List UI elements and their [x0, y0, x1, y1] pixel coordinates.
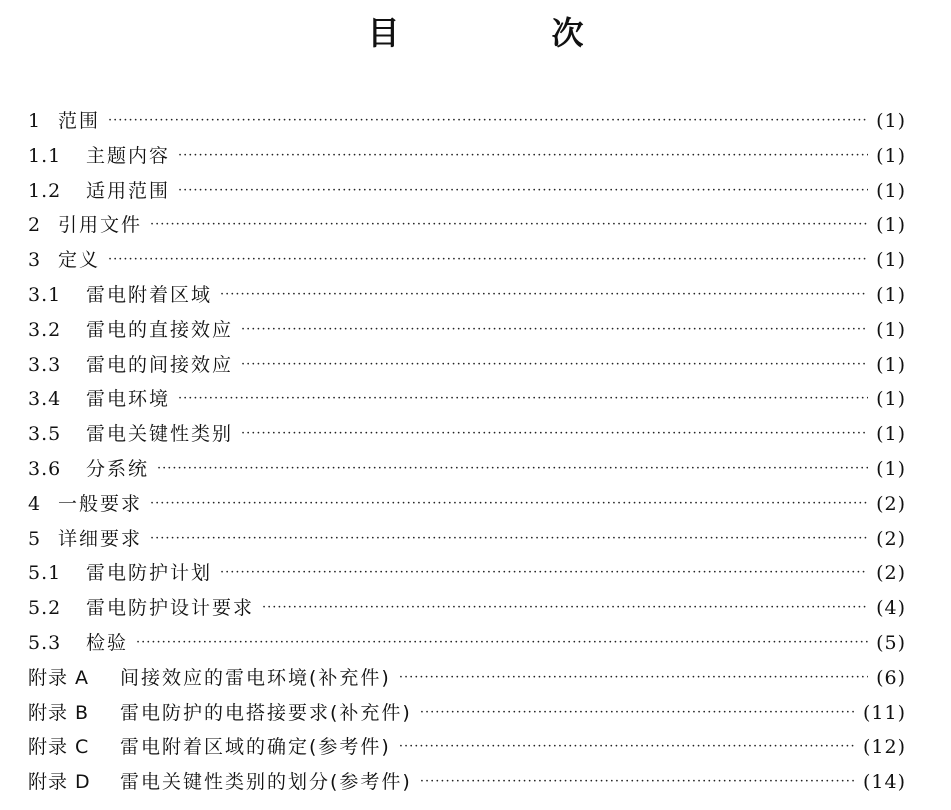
toc-title: 目 次 — [367, 14, 644, 52]
entry-number: 3.6 — [28, 457, 62, 480]
entry-number: 附录 B — [28, 701, 90, 724]
entry-label: 雷电的直接效应 — [86, 318, 234, 341]
dot-leader — [241, 313, 868, 348]
dot-leader — [220, 556, 868, 591]
entry-page: (1) — [876, 388, 906, 411]
entry-label: 详细要求 — [58, 527, 143, 550]
table-of-contents — [28, 104, 906, 800]
entry-label: 雷电防护计划 — [86, 562, 213, 585]
toc-entry[interactable] — [28, 522, 906, 557]
dot-leader — [420, 765, 855, 800]
dot-leader — [241, 417, 868, 452]
entry-number: 4 — [28, 492, 42, 515]
toc-entry[interactable] — [28, 174, 906, 209]
dot-leader — [262, 591, 868, 626]
dot-leader — [150, 487, 868, 522]
entry-label: 雷电的间接效应 — [86, 353, 234, 376]
entry-label: 主题内容 — [86, 144, 171, 167]
entry-label: 范围 — [58, 110, 101, 132]
entry-page: (2) — [876, 562, 906, 585]
dot-leader — [108, 104, 868, 139]
entry-label: 一般要求 — [58, 492, 143, 515]
dot-leader — [108, 243, 868, 278]
toc-entry[interactable] — [28, 278, 906, 313]
entry-label: 分系统 — [86, 457, 150, 480]
entry-page: (1) — [876, 179, 906, 202]
entry-label: 检验 — [86, 631, 129, 654]
dot-leader — [157, 452, 868, 487]
toc-entry[interactable] — [28, 348, 906, 383]
dot-leader — [178, 382, 868, 417]
entry-number: 附录 A — [28, 666, 90, 689]
toc-entry[interactable] — [28, 765, 906, 800]
entry-number: 1.1 — [28, 144, 62, 167]
entry-label: 雷电防护的电搭接要求(补充件) — [120, 701, 412, 724]
dot-leader — [150, 208, 868, 243]
entry-number: 3.2 — [28, 318, 62, 341]
toc-entry[interactable] — [28, 208, 906, 243]
dot-leader — [136, 626, 868, 661]
toc-entry[interactable] — [28, 382, 906, 417]
entry-number: 5 — [28, 527, 42, 550]
entry-page: (1) — [876, 249, 906, 272]
entry-number: 3 — [28, 249, 42, 272]
toc-entry[interactable] — [28, 104, 906, 139]
entry-label: 雷电关键性类别 — [86, 423, 234, 446]
toc-entry[interactable] — [28, 591, 906, 626]
entry-label: 适用范围 — [86, 179, 171, 202]
entry-page: (2) — [876, 527, 906, 550]
entry-number: 5.2 — [28, 597, 62, 620]
dot-leader — [178, 174, 868, 209]
entry-label: 雷电附着区域的确定(参考件) — [120, 736, 391, 759]
entry-number: 3.4 — [28, 388, 62, 411]
entry-number: 1.2 — [28, 179, 62, 202]
entry-label: 定义 — [58, 249, 101, 272]
dot-leader — [420, 696, 855, 731]
entry-label: 间接效应的雷电环境(补充件) — [120, 666, 391, 689]
entry-number: 5.3 — [28, 631, 62, 654]
entry-label: 雷电附着区域 — [86, 283, 213, 306]
entry-page: (6) — [876, 666, 906, 689]
entry-page: (4) — [876, 597, 906, 620]
toc-entry[interactable] — [28, 139, 906, 174]
entry-page: (2) — [876, 492, 906, 515]
entry-number: 3.1 — [28, 283, 62, 306]
toc-entry[interactable] — [28, 487, 906, 522]
entry-label: 雷电防护设计要求 — [86, 597, 255, 620]
dot-leader — [241, 348, 868, 383]
entry-number: 3.5 — [28, 423, 62, 446]
toc-entry[interactable] — [28, 243, 906, 278]
entry-page: (1) — [876, 144, 906, 167]
entry-page: (1) — [876, 353, 906, 376]
entry-label: 雷电关键性类别的划分(参考件) — [120, 771, 412, 794]
entry-page: (1) — [876, 457, 906, 480]
dot-leader — [150, 522, 868, 557]
entry-number: 5.1 — [28, 562, 62, 585]
dot-leader — [399, 661, 868, 696]
toc-entry[interactable] — [28, 313, 906, 348]
entry-number: 附录 D — [28, 771, 91, 794]
entry-page: (1) — [876, 423, 906, 446]
entry-number: 3.3 — [28, 353, 62, 376]
entry-page: (5) — [876, 631, 906, 654]
entry-page: (14) — [862, 771, 906, 794]
dot-leader — [178, 139, 868, 174]
toc-entry[interactable] — [28, 556, 906, 591]
toc-entry[interactable] — [28, 730, 906, 765]
entry-page: (1) — [876, 110, 906, 132]
entry-number: 附录 C — [28, 736, 90, 759]
toc-entry[interactable] — [28, 452, 906, 487]
entry-page: (1) — [876, 283, 906, 306]
dot-leader — [220, 278, 868, 313]
entry-page: (1) — [876, 318, 906, 341]
toc-entry[interactable] — [28, 626, 906, 661]
entry-number: 2 — [28, 214, 42, 237]
dot-leader — [399, 730, 855, 765]
toc-entry[interactable] — [28, 661, 906, 696]
entry-page: (11) — [862, 701, 906, 724]
entry-label: 雷电环境 — [86, 388, 171, 411]
entry-number: 1 — [28, 110, 42, 132]
entry-page: (12) — [862, 736, 906, 759]
toc-entry[interactable] — [28, 417, 906, 452]
entry-page: (1) — [876, 214, 906, 237]
entry-label: 引用文件 — [58, 214, 143, 237]
toc-entry[interactable] — [28, 696, 906, 731]
